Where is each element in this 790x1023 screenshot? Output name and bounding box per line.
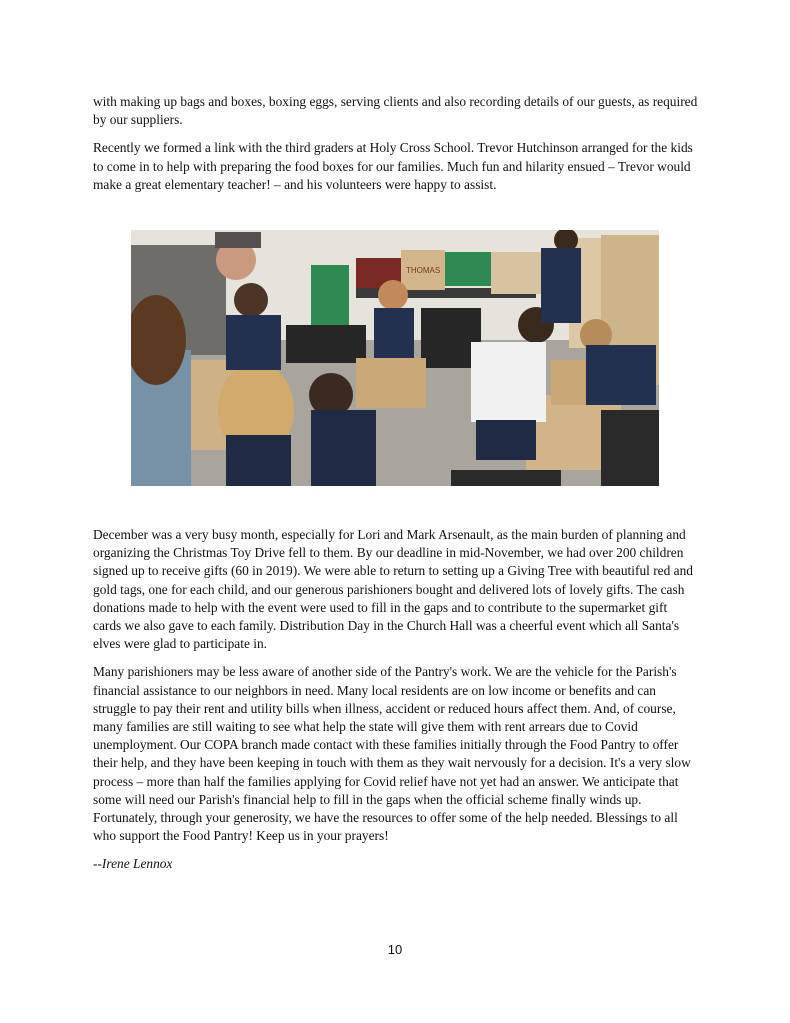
paragraph-volunteer-tasks: with making up bags and boxes, boxing eggs, serving clients and also recording details of our guests, as required by our suppliers.: [93, 94, 698, 128]
volunteers-photo: [131, 230, 659, 486]
paragraph-holy-cross-link: Recently we formed a link with the third graders at Holy Cross School. Trevor Hutchinson arranged for the kids to come in to help with preparing the food boxes for our families. Much fun and hilarity ensued – Trevor would make a great elementary teacher! – and his volunteers were happy to assist.: [93, 140, 693, 192]
signature-name: Irene Lennox: [101, 856, 173, 872]
paragraph-christmas-toy-drive: December was a very busy month, especially for Lori and Mark Arsenault, as the main burden of planning and organizing the Christmas Toy Drive fell to them. By our deadline in mid-November, we had over 200 children signed up to receive gifts (60 in 2019). We were able to return to setting up a Giving Tree with beautiful red and gold tags, one for each child, and our generous parishioners bought and delivered lots of lovely gifts. The cash donations made to help with the event were used to fill in the gaps and to contribute to the supermarket gift cards we also gave to each family. Distribution Day in the Church Hall was a cheerful event which all Santa's elves were glad to participate in.: [93, 527, 693, 652]
signature-dash: --: [93, 856, 102, 872]
top-text-section: [93, 93, 698, 204]
box-label: THOMAS: [406, 266, 441, 275]
signature-line: [93, 855, 698, 873]
page-number: 10: [387, 942, 403, 957]
bottom-text-section: [93, 526, 698, 884]
paragraph-financial-assistance: Many parishioners may be less aware of another side of the Pantry's work. We are the vehicle for the Parish's financial assistance to our neighbors in need. Many local residents are on low income or benefits and can struggle to pay their rent and utility bills when illness, accident or reduced hours affect them. And, of course, many families are still waiting to see what help the state will give them with rent arrears due to Covid unemployment. Our COPA branch made contact with these families initially through the Food Pantry to offer their help, and they have been keeping in touch with them as they wait nervously for a decision. It's a very slow process – more than half the families applying for Covid relief have not yet had an answer. We anticipate that some will need our Parish's financial help to fill in the gaps when the official scheme finally winds up. Fortunately, through your generosity, we have the resources to offer some of the help needed. Blessings to all who support the Food Pantry! Keep us in your prayers!: [93, 664, 691, 844]
